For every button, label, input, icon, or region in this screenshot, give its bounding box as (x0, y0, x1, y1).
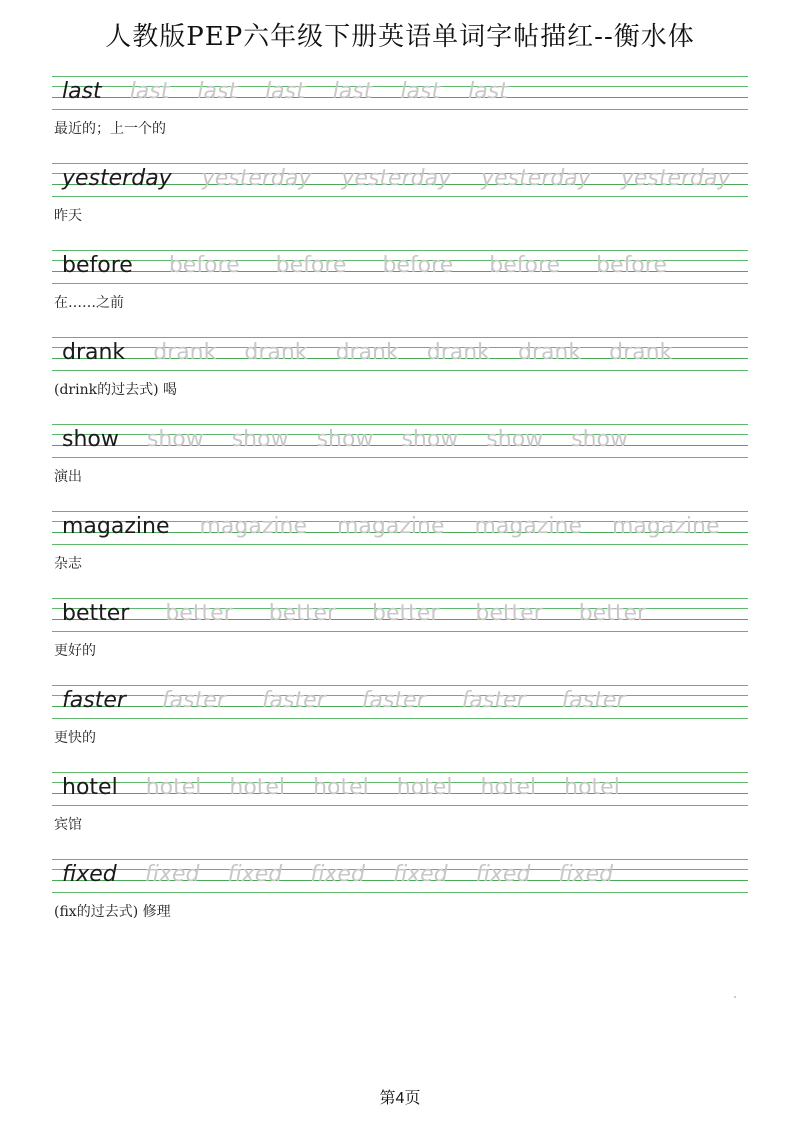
word-row (62, 688, 625, 718)
word-meaning: 昨天 (54, 208, 82, 224)
word-meaning: 最近的；上一个的 (54, 121, 166, 137)
model-word: hotel (62, 775, 118, 800)
model-word: before (62, 253, 133, 278)
guide-line (52, 196, 748, 197)
word-row (62, 775, 620, 805)
trace-word: better (165, 601, 233, 626)
word-entry (52, 163, 748, 250)
word-row (62, 601, 646, 631)
trace-word: show (231, 427, 289, 452)
trace-word: yesterday (481, 166, 591, 191)
trace-word: yesterday (201, 166, 312, 191)
trace-word: show (316, 427, 374, 452)
word-row (62, 79, 508, 109)
model-word: fixed (62, 862, 117, 887)
word-meaning: 更好的 (54, 643, 96, 659)
guide-line (52, 544, 748, 545)
trace-word: before (275, 253, 347, 278)
trace-word: fixed (144, 862, 200, 887)
trace-word: faster (261, 688, 326, 713)
trace-word: faster (361, 688, 426, 713)
trace-word: hotel (313, 775, 369, 800)
trace-word: show (571, 427, 629, 452)
guide-line (52, 685, 748, 686)
trace-word: drank (153, 340, 217, 365)
trace-word: before (596, 253, 667, 278)
word-row (62, 253, 667, 283)
model-word: faster (62, 688, 126, 713)
trace-word: fixed (310, 862, 365, 887)
trace-word: magazine (612, 514, 720, 539)
trace-word: last (129, 79, 170, 104)
word-entry (52, 685, 748, 772)
guide-line (52, 598, 748, 599)
word-entry (52, 859, 748, 946)
trace-word: magazine (199, 514, 307, 539)
word-meaning: 更快的 (54, 730, 96, 746)
trace-word: before (489, 253, 561, 278)
word-meaning: (fix的过去式) 修理 (54, 904, 171, 920)
guide-line (52, 511, 748, 512)
trace-word: last (265, 79, 305, 104)
trace-word: last (468, 79, 508, 104)
guide-line (52, 109, 748, 110)
trace-word: drank (335, 340, 399, 365)
trace-word: drank (426, 340, 490, 365)
trace-word: hotel (145, 775, 202, 800)
word-meaning: 杂志 (54, 556, 82, 572)
word-meaning: 宾馆 (54, 817, 82, 833)
guide-line (52, 76, 748, 77)
trace-word: fixed (392, 862, 448, 887)
word-entry (52, 250, 748, 337)
model-word: magazine (62, 514, 170, 539)
trace-word: yesterday (341, 166, 452, 191)
trace-word: last (197, 79, 238, 104)
guide-line (52, 283, 748, 284)
word-meaning: 演出 (54, 469, 82, 485)
guide-line (52, 631, 748, 632)
trace-word: hotel (229, 775, 286, 800)
trace-word: faster (561, 688, 626, 713)
word-meaning: 在……之前 (54, 295, 124, 311)
trace-word: yesterday (620, 166, 731, 191)
trace-word: hotel (396, 775, 453, 800)
trace-word: show (486, 427, 544, 452)
word-entry (52, 598, 748, 685)
trace-word: fixed (475, 862, 531, 887)
guide-line (52, 892, 748, 893)
trace-word: before (382, 253, 454, 278)
trace-word: drank (609, 340, 673, 365)
trace-word: hotel (480, 775, 537, 800)
word-entry (52, 76, 748, 163)
trace-word: faster (161, 688, 226, 713)
guide-line (52, 337, 748, 338)
trace-word: last (400, 79, 441, 104)
guide-line (52, 250, 748, 251)
model-word: last (62, 79, 102, 104)
trace-word: better (578, 601, 647, 626)
word-row (62, 340, 672, 370)
trace-word: magazine (474, 514, 582, 539)
trace-word: show (401, 427, 459, 452)
trace-word: better (268, 601, 337, 626)
guide-line (52, 718, 748, 719)
trace-word: faster (461, 688, 526, 713)
model-word: drank (62, 340, 126, 365)
page-number: 第4页 (379, 1090, 421, 1107)
word-entry (52, 424, 748, 511)
model-word: yesterday (62, 166, 172, 191)
page-title: 人教版PEP六年级下册英语单词字帖描红--衡水体 (105, 22, 695, 52)
guide-line (52, 772, 748, 773)
word-entry (52, 337, 748, 424)
word-row (62, 514, 720, 544)
guide-line (52, 424, 748, 425)
guide-line (52, 370, 748, 371)
model-word: show (62, 427, 119, 452)
word-entry (52, 772, 748, 859)
word-row (62, 427, 628, 457)
trace-word: fixed (227, 862, 283, 887)
trace-word: last (332, 79, 373, 104)
guide-line (52, 163, 748, 164)
word-row (62, 166, 731, 196)
trace-word: better (372, 601, 440, 626)
guide-line (52, 859, 748, 860)
trace-word: magazine (337, 514, 445, 539)
trace-word: better (475, 601, 543, 626)
trace-word: fixed (558, 862, 614, 887)
trace-word: drank (517, 340, 582, 365)
trace-word: before (168, 253, 240, 278)
trace-word: drank (244, 340, 308, 365)
decorative-mark (734, 996, 736, 998)
word-row (62, 862, 613, 892)
word-entry (52, 511, 748, 598)
trace-word: show (146, 427, 204, 452)
model-word: better (62, 601, 130, 626)
guide-line (52, 457, 748, 458)
guide-line (52, 805, 748, 806)
trace-word: hotel (564, 775, 620, 800)
word-meaning: (drink的过去式) 喝 (54, 382, 178, 398)
